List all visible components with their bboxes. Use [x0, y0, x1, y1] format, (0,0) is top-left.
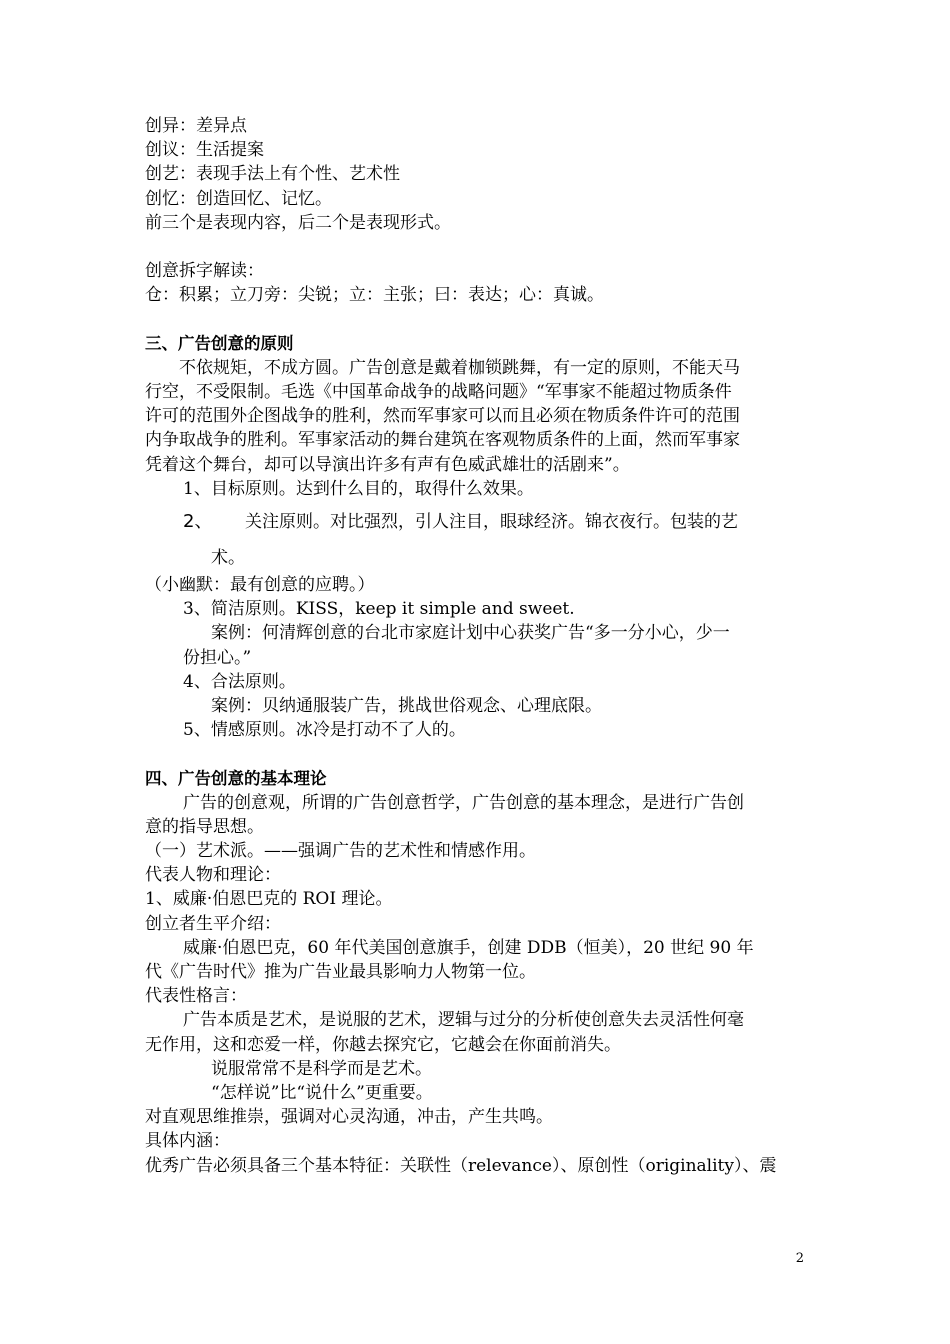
text-line: 创艺：表现手法上有个性、艺术性 [145, 164, 400, 185]
text-line: 创异：差异点 [145, 116, 247, 136]
paragraph-line: 广告的创意观，所谓的广告创意哲学，广告创意的基本理念，是进行广告创 [183, 792, 744, 813]
text-line: 仓：积累；立刀旁：尖锐；立：主张；曰：表达；心：真诚。 [145, 285, 604, 306]
text-line: 代表性格言： [145, 986, 247, 1007]
quote-line: 说服常常不是科学而是艺术。 [211, 1058, 432, 1079]
text-line: 代表人物和理论： [145, 865, 281, 886]
paragraph-line: 行空，不受限制。毛选《中国革命战争的战略问题》“军事家不能超过物质条件 [145, 382, 732, 403]
section-heading: 四、广告创意的基本理论 [145, 768, 327, 788]
text-line: 创忆：创造回忆、记忆。 [145, 188, 332, 209]
list-item-text: 关注原则。对比强烈，引人注目，眼球经济。锦衣夜行。包装的艺 [245, 512, 738, 532]
paragraph-line: 代《广告时代》推为广告业最具影响力人物第一位。 [145, 962, 536, 982]
text-line: 具体内涵： [145, 1131, 230, 1152]
paragraph-line: 内争取战争的胜利。军事家活动的舞台建筑在客观物质条件的上面，然而军事家 [145, 430, 740, 451]
list-item: 5、情感原则。冰冷是打动不了人的。 [183, 720, 466, 741]
paragraph-line: 凭着这个舞台，却可以导演出许多有声有色威武雄壮的活剧来”。 [145, 454, 630, 475]
text-line: 创意拆字解读： [145, 261, 264, 282]
paragraph-line: 意的指导思想。 [145, 816, 264, 837]
list-item: 4、合法原则。 [183, 671, 296, 692]
text-line: 创议：生活提案 [145, 140, 264, 161]
section-heading: 三、广告创意的原则 [145, 333, 294, 353]
paragraph-line: 无作用，这和恋爱一样，你越去探究它，它越会在你面前消失。 [145, 1034, 621, 1055]
list-number: 2、 [183, 511, 213, 532]
list-item [145, 501, 810, 543]
case-line: 份担心。” [183, 647, 252, 668]
paragraph-line: 不依规矩，不成方圆。广告创意是戴着枷锁跳舞，有一定的原则，不能天马 [179, 357, 740, 378]
text-line: 1、威廉·伯恩巴克的 ROI 理论。 [145, 889, 393, 910]
paragraph-line: 许可的范围外企图战争的胜利，然而军事家可以而且必须在物质条件许可的范围 [145, 406, 740, 427]
text-line: 对直观思维推崇，强调对心灵沟通，冲击，产生共鸣。 [145, 1107, 553, 1128]
document-page [145, 114, 810, 1178]
text-line: 优秀广告必须具备三个基本特征：关联性（relevance）、原创性（originality）、震 [145, 1155, 777, 1176]
page-number: 2 [795, 1251, 804, 1266]
paragraph-line: 威廉·伯恩巴克，60 年代美国创意旗手，创建 DDB（恒美），20 世纪 90 年 [183, 937, 754, 958]
note-line: （小幽默：最有创意的应聘。） [145, 575, 375, 595]
list-item: 3、简洁原则。KISS，keep it simple and sweet. [183, 599, 575, 620]
case-line: 案例：何清辉创意的台北市家庭计划中心获奖广告“多一分小心，少一 [211, 623, 730, 644]
text-line: （一）艺术派。——强调广告的艺术性和情感作用。 [145, 841, 536, 862]
case-line: 案例：贝纳通服装广告，挑战世俗观念、心理底限。 [211, 695, 602, 716]
quote-line: “怎样说”比“说什么”更重要。 [211, 1082, 433, 1103]
text-line: 创立者生平介绍： [145, 913, 281, 934]
list-item-continuation: 术。 [211, 548, 245, 568]
list-item: 1、目标原则。达到什么目的，取得什么效果。 [183, 478, 534, 499]
paragraph-line: 广告本质是艺术，是说服的艺术，逻辑与过分的分析使创意失去灵活性何毫 [183, 1010, 744, 1031]
text-line: 前三个是表现内容，后二个是表现形式。 [145, 212, 451, 233]
